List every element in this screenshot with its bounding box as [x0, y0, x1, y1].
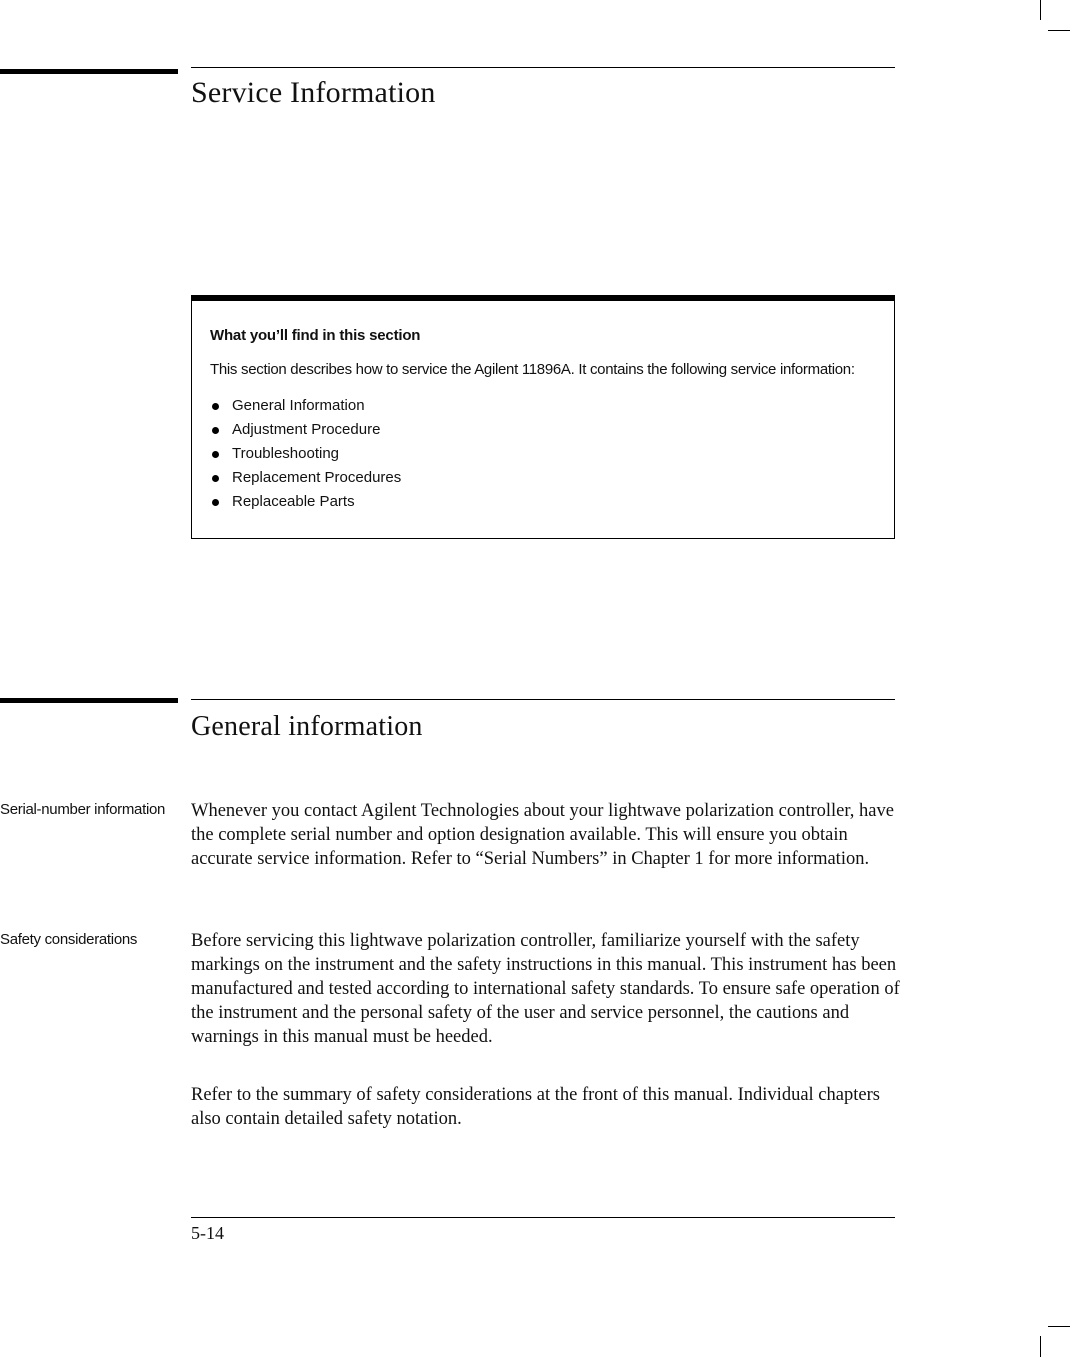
list-item: Replaceable Parts: [210, 491, 401, 515]
summary-box: [191, 295, 895, 539]
bullet-icon: [212, 499, 219, 506]
summary-box-list: [210, 395, 401, 515]
footer-rule: [191, 1217, 895, 1218]
crop-mark-top-vertical: [1040, 0, 1041, 20]
bullet-icon: [212, 427, 219, 434]
list-item: Replacement Procedures: [210, 467, 401, 491]
safety-paragraph-1: Before servicing this lightwave polarization controller, familiarize yourself with the safety markings on the instrument and the safety instructions in this manual. This instrument has been manufactured and tested according to international safety standards. To ensure safe operation of the instrument and the personal safety of the user and service personnel, the cautions and warnings in this manual must be heeded.: [191, 931, 900, 1047]
serial-number-label: Serial-number information: [0, 801, 166, 818]
safety-considerations-label: Safety considerations: [0, 931, 138, 948]
bullet-icon: [212, 451, 219, 458]
crop-mark-bottom-vertical: [1040, 1336, 1041, 1357]
section-thin-rule: [191, 699, 895, 700]
list-item: General Information: [210, 395, 401, 419]
list-item: Adjustment Procedure: [210, 419, 401, 443]
summary-box-title: What you’ll find in this section: [210, 327, 421, 344]
section-thick-rule: [0, 698, 178, 703]
crop-mark-bottom-horizontal: [1048, 1326, 1070, 1327]
bullet-icon: [212, 475, 219, 482]
header-thin-rule: [191, 67, 895, 68]
page-number: 5-14: [191, 1223, 224, 1243]
header-thick-rule: [0, 69, 178, 74]
serial-number-paragraph: Whenever you contact Agilent Technologies about your lightwave polarization controller, have the complete serial number and option designation available. This will ensure you obtain accurate service information. Refer to “Serial Numbers” in Chapter 1 for more information.: [191, 801, 894, 869]
bullet-icon: [212, 403, 219, 410]
summary-box-description: This section describes how to service the Agilent 11896A. It contains the following service information:: [210, 361, 855, 378]
page-title: Service Information: [191, 76, 436, 109]
crop-mark-top-horizontal: [1048, 30, 1070, 31]
list-item: Troubleshooting: [210, 443, 401, 467]
safety-paragraph-2: Refer to the summary of safety considerations at the front of this manual. Individual chapters also contain detailed safety notation.: [191, 1085, 880, 1129]
section-heading: General information: [191, 711, 423, 742]
